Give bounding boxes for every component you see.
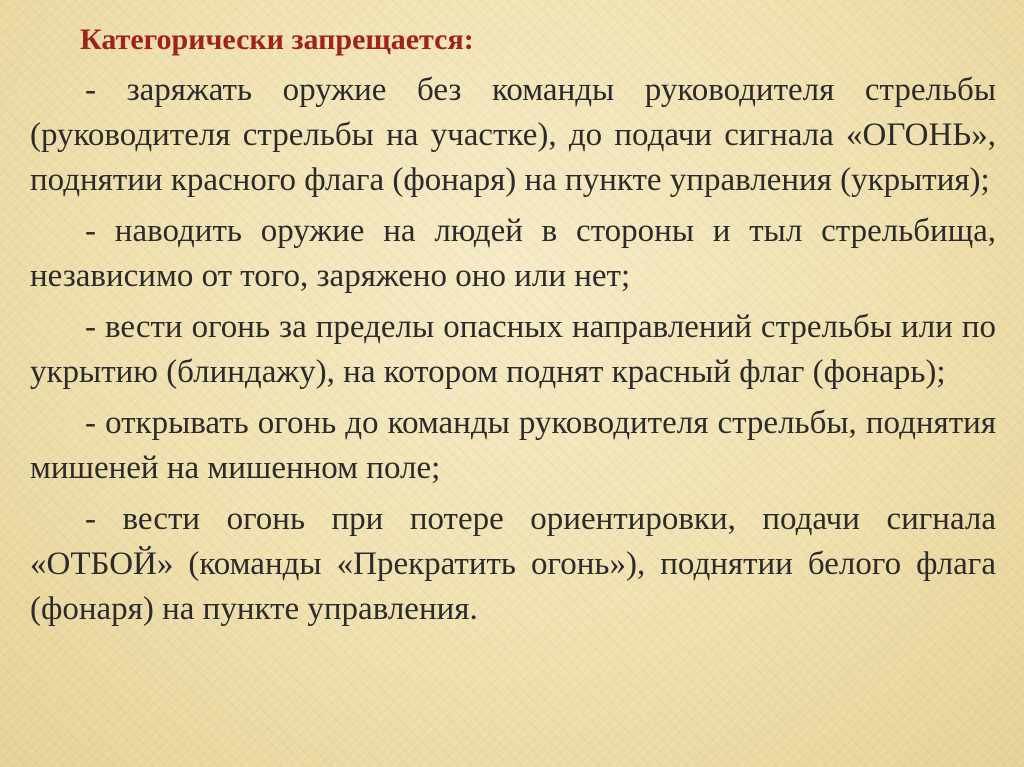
prohibition-item-5: - вести огонь при потере ориентировки, подачи сигнала «ОТБОЙ» (команды «Прекратить огонь»), поднятии белого флага (фонаря) на пункте управления. <box>30 501 996 627</box>
prohibition-item-4: - открывать огонь до команды руководителя стрельбы, поднятия мишеней на мишенном поле; <box>30 405 996 486</box>
slide-title: Категорически запрещается: <box>80 23 474 56</box>
prohibition-item-2: - наводить оружие на людей в стороны и тыл стрельбища, независимо от того, заряжено оно или нет; <box>30 213 996 294</box>
prohibition-item-3: - вести огонь за пределы опасных направлений стрельбы или по укрытию (блиндажу), на котором поднят красный флаг (фонарь); <box>30 309 996 390</box>
slide-content <box>30 18 996 638</box>
prohibition-item-1: - заряжать оружие без команды руководителя стрельбы (руководителя стрельбы на участке), до подачи сигнала «ОГОНЬ», поднятии красного флага (фонаря) на пункте управления (укрытия); <box>30 72 996 198</box>
